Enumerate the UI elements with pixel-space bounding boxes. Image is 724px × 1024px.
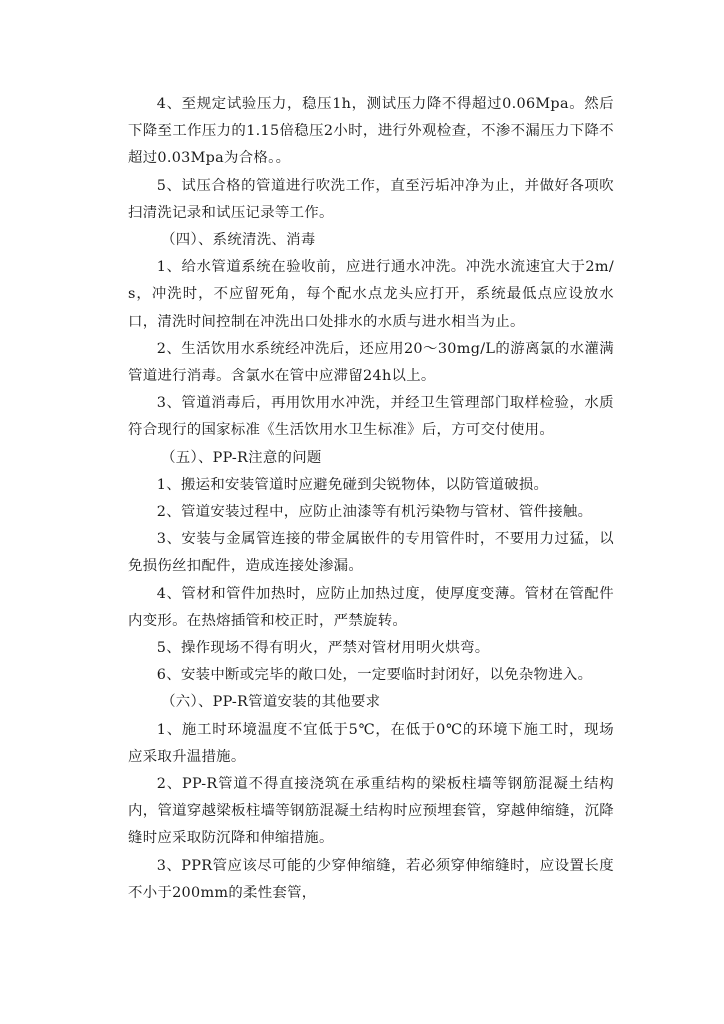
paragraph-disinfection: 2、生活饮用水系统经冲洗后，还应用20～30mg/L的游离氯的水灌满管道进行消毒。含氯水在管中应滞留24h以上。 [128, 340, 614, 385]
paragraph-open-flame: 5、操作现场不得有明火，严禁对管材用明火烘弯。 [156, 640, 490, 657]
section-heading-ppr-notes: （五）、PP-R注意的问题 [161, 449, 322, 466]
paragraph-handling: 1、搬运和安装管道时应避免碰到尖锐物体，以防管道破损。 [156, 476, 549, 493]
paragraph-open-ends: 6、安装中断或完毕的敞口处，一定要临时封闭好，以免杂物进入。 [156, 667, 593, 684]
paragraph-contamination: 2、管道安装过程中，应防止油漆等有机污染物与管材、管件接触。 [156, 504, 593, 521]
paragraph-flushing-record: 5、试压合格的管道进行吹洗工作，直至污垢冲净为止，并做好各项吹扫清洗记录和试压记录等工作。 [128, 177, 614, 221]
document-body [128, 91, 614, 907]
paragraph-metal-fittings: 3、安装与金属管连接的带金属嵌件的专用管件时，不要用力过猛，以免损伤丝扣配件，造成连接处渗漏。 [128, 531, 614, 575]
paragraph-sampling-inspection: 3、管道消毒后，再用饮用水冲洗，并经卫生管理部门取样检验，水质符合现行的国家标准《生活饮用水卫生标准》后，方可交付使用。 [128, 395, 614, 439]
paragraph-temperature: 1、施工时环境温度不宜低于5℃，在低于0℃的环境下施工时，现场应采取升温措施。 [128, 721, 614, 765]
paragraph-pressure-test: 4、至规定试验压力，稳压1h，测试压力降不得超过0.06Mpa。然后下降至工作压力的1.15倍稳压2小时，进行外观检查，不渗不漏压力下降不超过0.03Mpa为合格。。 [128, 96, 614, 167]
paragraph-expansion-joints: 3、PPR管应该尽可能的少穿伸缩缝，若必须穿伸缩缝时，应设置长度不小于200mm的柔性套管， [128, 857, 614, 901]
section-heading-other-requirements: （六）、PP-R管道安装的其他要求 [161, 694, 381, 711]
paragraph-embedding: 2、PP-R管道不得直接浇筑在承重结构的梁板柱墙等钢筋混凝土结构内，管道穿越梁板柱墙等钢筋混凝土结构时应预埋套管，穿越伸缩缝，沉降缝时应采取防沉降和伸缩措施。 [128, 776, 614, 847]
paragraph-heating: 4、管材和管件加热时，应防止加热过度，使厚度变薄。管材在管配件内变形。在热熔插管和校正时，严禁旋转。 [128, 585, 614, 629]
paragraph-flush-before-acceptance: 1、给水管道系统在验收前，应进行通水冲洗。冲洗水流速宜大于2m/ s，冲洗时，不应留死角，每个配水点龙头应打开，系统最低点应设放水口，清洗时间控制在冲洗出口处排水的水质与进水相当为止。 [128, 259, 614, 330]
section-heading-cleaning: （四）、系统清洗、消毒 [161, 232, 316, 249]
